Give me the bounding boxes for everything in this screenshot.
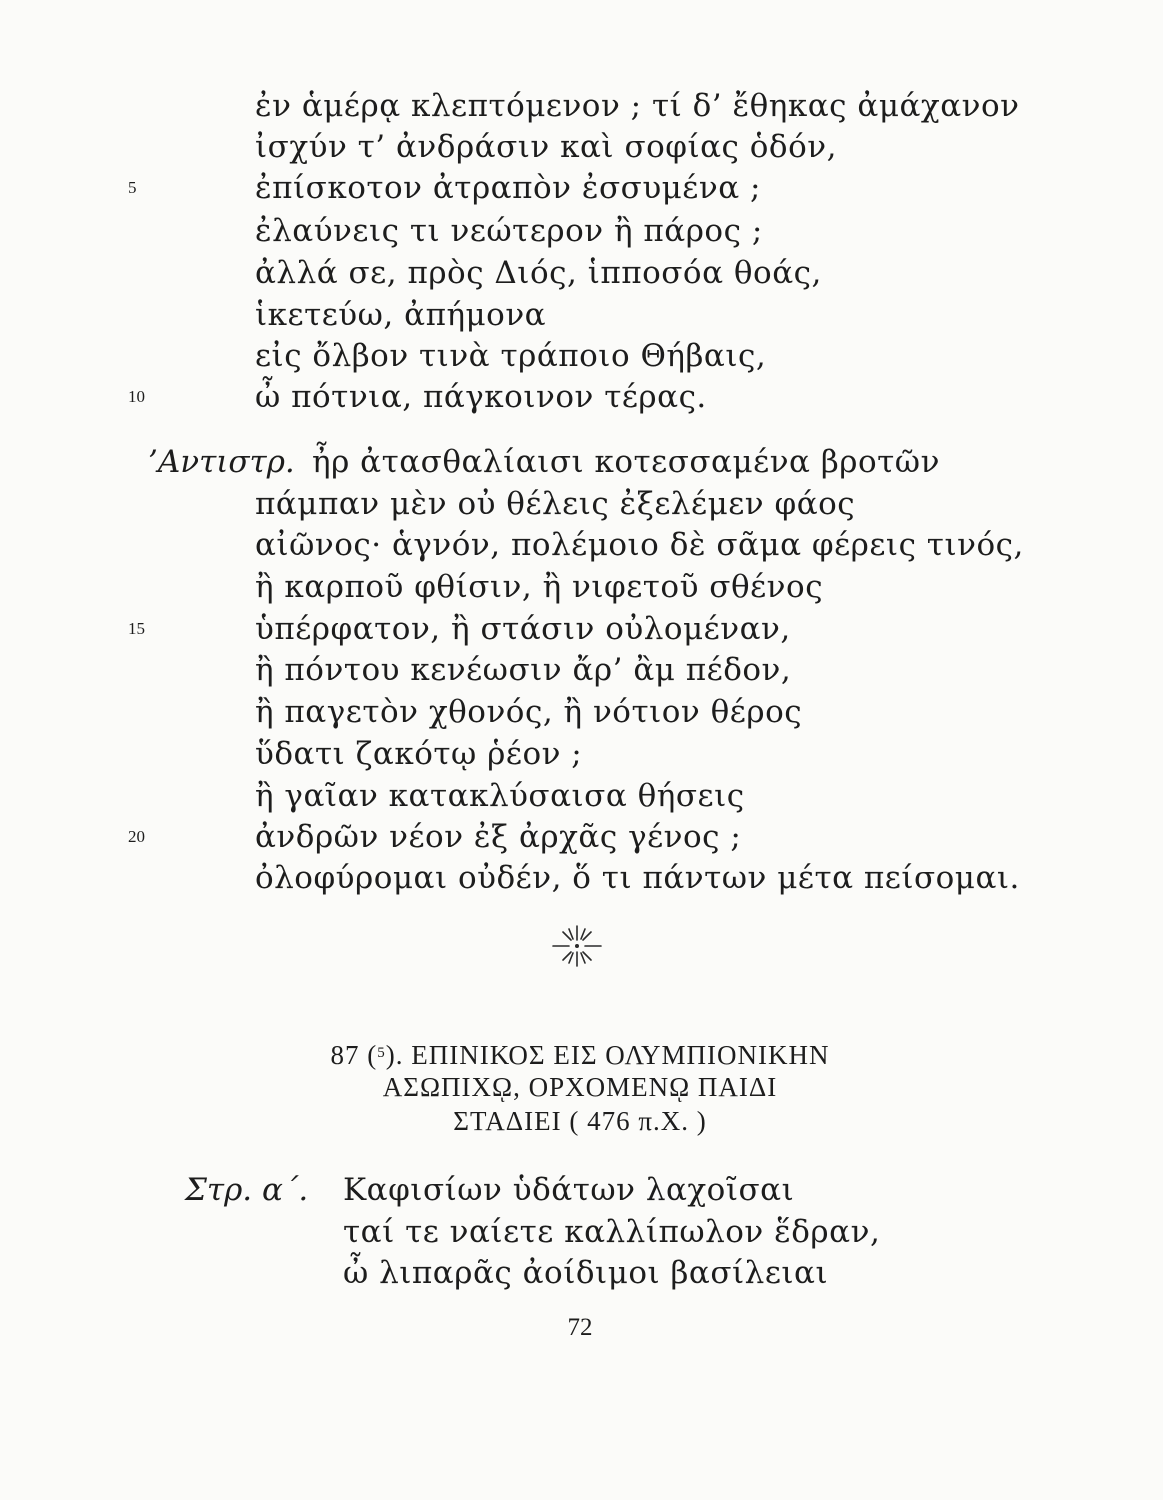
verse-line: Καφισίων ὑδάτων λαχοῖσαι: [343, 1172, 795, 1208]
verse-line: ὕδατι ζακότῳ ῥέον ;: [255, 736, 583, 772]
verse-line: ἀνδρῶν νέον ἐξ ἀρχᾶς γένος ;: [255, 819, 742, 855]
verse-line: ὀλοφύρομαι οὐδέν, ὅ τι πάντων μέτα πείσομαι.: [255, 860, 1020, 896]
line-number: 15: [128, 619, 145, 638]
ode-heading-line-3: ΣΤΑΔΙΕΙ ( 476 π.Χ. ): [453, 1106, 707, 1136]
verse-line: εἰς ὄλβον τινὰ τράποιο Θήβαις,: [255, 338, 767, 374]
verse-line: ἀλλά σε, πρὸς Διός, ἱπποσόα θοάς,: [255, 255, 822, 291]
verse-line: ἐπίσκοτον ἀτραπὸν ἐσσυμένα ;: [255, 170, 761, 206]
verse-line: ὦ πότνια, πάγκοινον τέρας.: [255, 379, 707, 415]
verse-line: ἢ γαῖαν κατακλύσαισα θήσεις: [255, 778, 745, 814]
verse-line: ἦρ ἀτασθαλίαισι κοτεσσαμένα βροτῶν: [312, 444, 940, 480]
verse-line: ἢ παγετὸν χθονός, ἢ νότιον θέρος: [255, 694, 803, 730]
verse-line: πάμπαν μὲν οὐ θέλεις ἐξελέμεν φάος: [255, 486, 856, 522]
strophe-label: Στρ. α΄.: [185, 1172, 309, 1208]
verse-line: ταί τε ναίετε καλλίπωλον ἕδραν,: [343, 1214, 881, 1250]
verse-line: ὦ λιπαρᾶς ἀοίδιμοι βασίλειαι: [343, 1255, 829, 1291]
page-number: 72: [567, 1314, 593, 1341]
ode-heading-line-1: [180, 1036, 980, 1072]
verse-line: ἐν ἁμέρᾳ κλεπτόμενον ; τί δ’ ἔθηκας ἀμάχανον: [255, 88, 1020, 124]
ode-ref-open: (: [367, 1040, 378, 1070]
line-number: 5: [128, 178, 137, 197]
ode-ref-close: ).: [385, 1040, 404, 1070]
verse-line: ἢ καρποῦ φθίσιν, ἢ νιφετοῦ σθένος: [255, 569, 824, 605]
verse-line: αἰῶνος· ἁγνόν, πολέμοιο δὲ σᾶμα φέρεις τινός,: [255, 527, 1024, 563]
verse-line: ἐλαύνεις τι νεώτερον ἢ πάρος ;: [255, 213, 763, 249]
verse-line: ἱκετεύω, ἀπήμονα: [255, 297, 547, 333]
ode-title: ΕΠΙΝΙΚΟΣ ΕΙΣ ΟΛΥΜΠΙΟΝΙΚΗΝ: [411, 1040, 830, 1070]
ode-number: 87: [330, 1040, 360, 1070]
line-number: 20: [128, 827, 145, 846]
antistrophe-label: ’Αντιστρ.: [148, 444, 295, 480]
verse-line: ὑπέρφατον, ἢ στάσιν οὐλομέναν,: [255, 611, 791, 647]
line-number: 10: [128, 387, 145, 406]
verse-line: ἢ πόντου κενέωσιν ἄρ’ ἂμ πέδον,: [255, 652, 792, 688]
ode-heading-line-2: ΑΣΩΠΙΧῼ, ΟΡΧΟΜΕΝῼ ΠΑΙΔΙ: [382, 1072, 778, 1102]
verse-line: ἰσχύν τ’ ἀνδράσιν καὶ σοφίας ὁδόν,: [255, 129, 837, 165]
star-ornament-icon: [547, 922, 607, 970]
ode-ref-number: 5: [377, 1045, 386, 1061]
